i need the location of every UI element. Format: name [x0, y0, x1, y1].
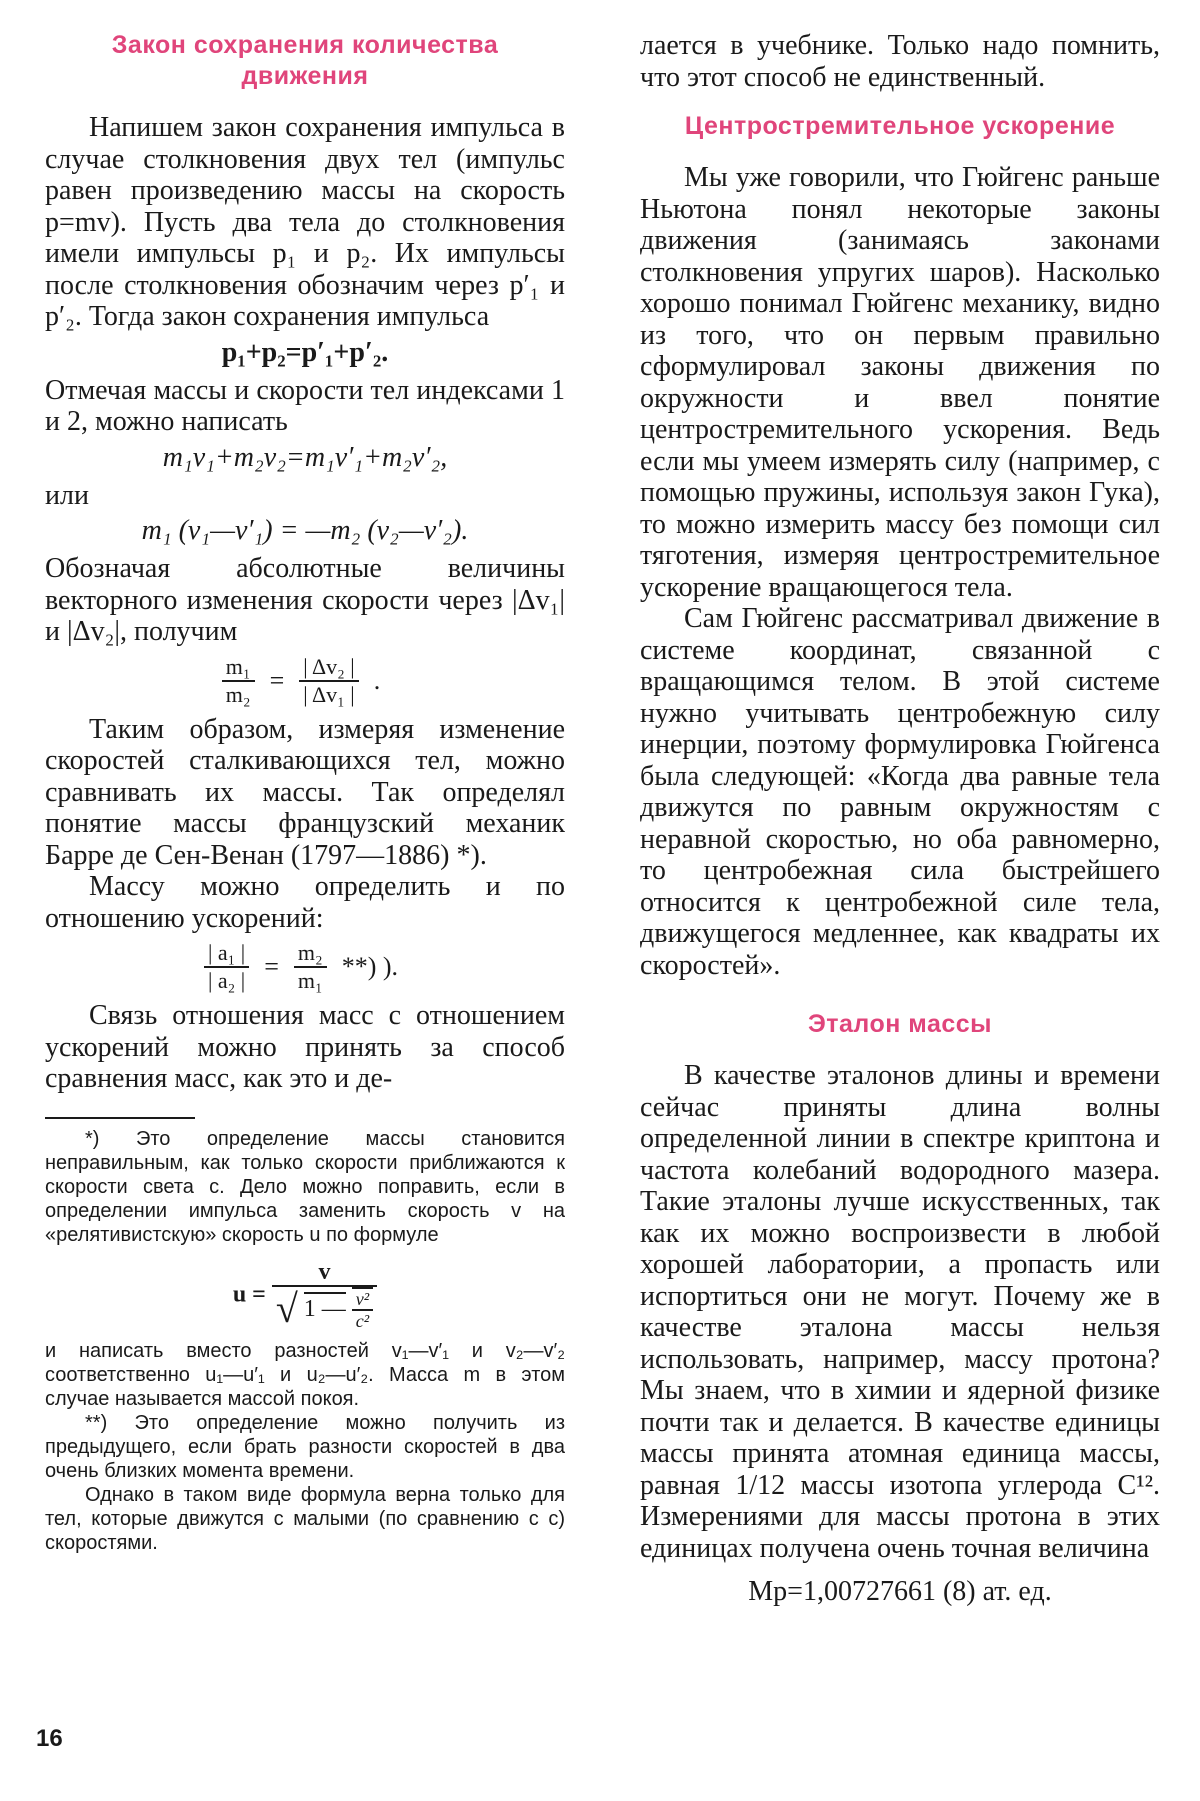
paragraph: Связь отношения масс с отношением ускорений можно принять за способ сравнения масс, как это и де- — [45, 1000, 565, 1094]
left-column — [45, 30, 565, 1555]
section-heading-centripetal: Центростремительное ускорение — [684, 112, 1116, 140]
paragraph: лается в учебнике. Только надо помнить, что этот способ не единственный. — [640, 30, 1160, 93]
footnote-1-continuation: и написать вместо разностей v₁—v′₁ и v₂—v′₂ соответственно u₁—u′₁ и u₂—u′₂. Масса m в этом случае называется массой покоя. — [45, 1339, 565, 1410]
formula-proton-mass: Mp=1,00727661 (8) ат. ед. — [748, 1576, 1052, 1607]
paragraph: Массу можно определить и по отношению ускорений: — [45, 871, 565, 934]
paragraph: В качестве эталонов длины и времени сейчас приняты длина волны определенной линии в спектре криптона и частота колебаний водородного мазера. Такие эталоны лучше искусственных, так как их можно воспроизвести в любой хорошей лаборатории, а пропасть или испортиться они не могут. Почему же в качестве эталона массы нельзя использовать, например, массу протона? Мы знаем, что в химии и ядерной физике почти так и делается. В качестве единицы массы принята атомная единица массы, равная 1/12 массы изотопа углерода C¹². Измерениями для массы протона в этих единицах получена очень точная величина — [640, 1060, 1160, 1564]
formula-mass-velocity: m₁v₁+m₂v₂=m₁v′₁+m₂v′₂, — [162, 441, 448, 473]
paragraph: Обозначая абсолютные величины векторного изменения скорости через |Δv₁| и |Δv₂|, получим — [45, 553, 565, 647]
fraction — [294, 940, 327, 994]
page-number: 16 — [36, 1725, 63, 1752]
section-heading-mass-standard: Эталон массы — [807, 1010, 993, 1038]
fraction-numerator: | a₁ | — [204, 940, 249, 968]
fraction-denominator: m₂ — [225, 681, 251, 707]
equals-sign: = — [269, 665, 285, 695]
paragraph: Напишем закон сохранения импульса в случае столкновения двух тел (импульс равен произведению массы на скорость p=mv). Пусть два тела до столкновения имели импульсы p₁ и p₂. Их импульсы после столкновения обозначим через p′₁ и p′₂. Тогда закон сохранения импульса — [45, 112, 565, 332]
fraction-denominator: m₁ — [297, 968, 323, 993]
fraction-numerator: v — [272, 1259, 377, 1287]
fraction — [299, 654, 358, 708]
footnote-2-continuation: Однако в таком виде формула верна только для тел, которые движутся с малыми (по сравнению с c) скоростями. — [45, 1483, 565, 1554]
paragraph: Таким образом, измеряя изменение скоростей сталкивающихся тел, можно сравнивать их массы. Так определял понятие массы французский механик Барре де Сен-Венан (1797—1886) *). — [45, 713, 565, 871]
fraction-numerator: m₂ — [294, 940, 327, 968]
formula-tail: . — [373, 665, 381, 695]
footnote-divider — [45, 1117, 195, 1119]
paragraph-or: или — [45, 479, 89, 511]
footnote-1: *) Это определение массы становится неправильным, как только скорости приближаются к скорости света c. Дело можно поправить, если в определении импульса заменить скорость v на «релятивистскую» скорость u по формуле — [45, 1127, 565, 1246]
formula-momentum-conservation: p₁+p₂=p′₁+p′₂. — [221, 336, 389, 368]
paragraph: Отмечая массы и скорости тел индексами 1 и 2, можно написать — [45, 374, 565, 437]
formula-relativistic-velocity — [45, 1259, 565, 1331]
formula-tail: **) ). — [341, 952, 399, 981]
formula-acceleration-ratio — [45, 940, 565, 994]
fraction — [272, 1259, 377, 1331]
fraction-numerator: m₁ — [222, 654, 255, 682]
sqrt-icon: √ — [275, 1285, 298, 1331]
fraction — [222, 654, 255, 708]
section-heading-momentum: Закон сохранения количества движения — [111, 31, 499, 90]
paragraph: Мы уже говорили, что Гюйгенс раньше Ньютона понял некоторые законы движения (занимаясь законами столкновения упругих шаров). Насколько хорошо понимал Гюйгенс механику, видно из того, что он первым правильно сформулировал законы движения по окружности и ввел понятие центростремительного ускорения. Ведь если мы умеем измерять силу (например, с помощью пружины, используя закон Гука), то можно измерить массу без помощи сил тяготения, измеряя центростремительное ускорение вращающегося тела. — [640, 162, 1160, 603]
fraction — [204, 940, 249, 994]
fraction-denominator: | a₂ | — [207, 968, 246, 993]
footnote-2: **) Это определение можно получить из предыдущего, если брать разности скоростей в два очень близких момента времени. — [45, 1411, 565, 1482]
formula-velocity-difference: m₁ (v₁—v′₁) = —m₂ (v₂—v′₂). — [141, 515, 469, 546]
equals-sign: = — [264, 952, 279, 981]
paragraph: Сам Гюйгенс рассматривал движение в системе координат, связанной с вращающимся телом. В этой системе нужно учитывать центробежную силу инерции, поэтому формулировка Гюйгенса была следующей: «Когда два равные тела движутся по равным окружностям с неравной скоростью, но оба равномерно, то центробежная сила быстрейшего относится к центробежной силе тела, движущегося медленнее, как квадраты их скоростей». — [640, 603, 1160, 981]
fraction — [352, 1287, 373, 1331]
right-column — [640, 30, 1160, 1620]
fraction-denominator: c² — [355, 1310, 370, 1331]
formula-lhs: u = — [232, 1281, 266, 1307]
formula-mass-ratio — [45, 654, 565, 708]
fraction-numerator: | Δv₂ | — [299, 654, 358, 682]
fraction-numerator: v² — [352, 1289, 373, 1311]
sqrt-denominator — [272, 1287, 377, 1331]
sqrt-inner: 1 — — [304, 1292, 346, 1322]
fraction-denominator: | Δv₁ | — [303, 681, 355, 707]
